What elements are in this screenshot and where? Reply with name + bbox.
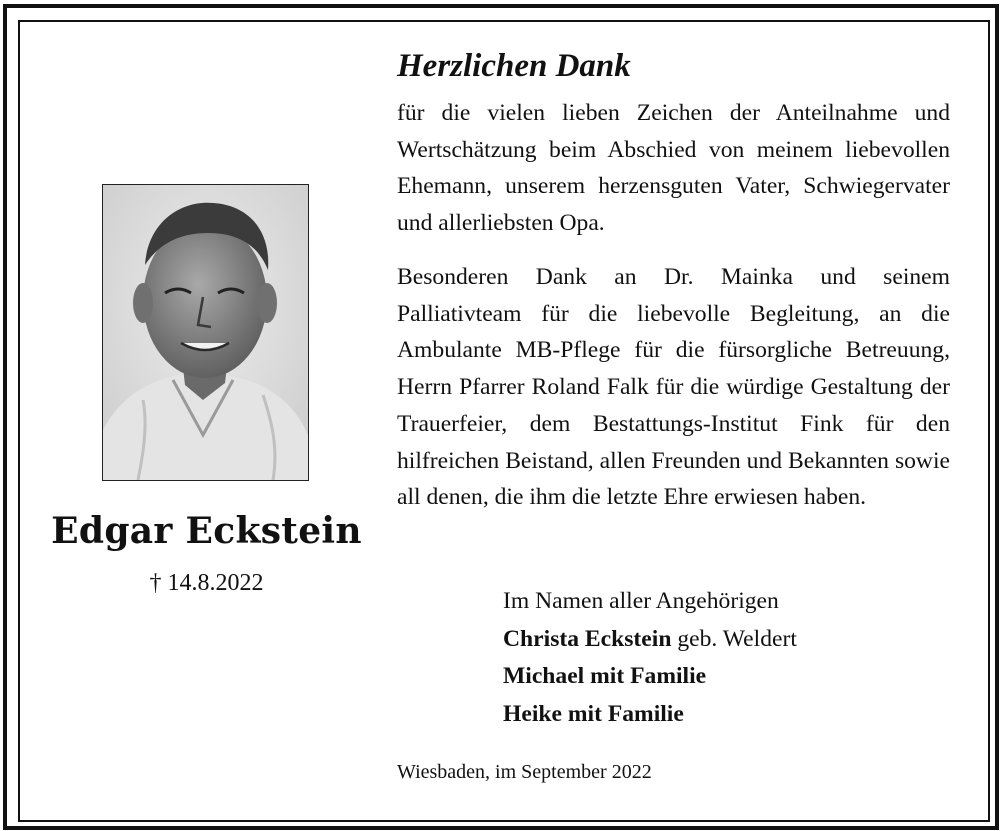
thanks-paragraph-1: für die vielen lieben Zeichen der Anteilnahme und Wertschätzung beim Abschied von meinem liebevollen Ehemann, unserem herzensguten Vater, Schwiegervater und allerliebsten Opa. bbox=[397, 100, 950, 237]
signer-2-name: Michael mit Familie bbox=[503, 663, 707, 689]
signer-1 bbox=[503, 621, 797, 659]
signature-intro: Im Namen aller Angehörigen bbox=[503, 588, 779, 614]
portrait-photo bbox=[102, 184, 309, 481]
heading: Herzlichen Dank bbox=[397, 48, 631, 84]
signer-2 bbox=[503, 658, 797, 696]
signer-3 bbox=[503, 696, 797, 734]
signer-1-suffix: geb. Weldert bbox=[671, 625, 797, 652]
deceased-name: Edgar Eckstein bbox=[51, 510, 362, 552]
thanks-paragraph-2: Besonderen Dank an Dr. Mainka und seinem Palliativteam für die liebevolle Begleitung, an die Ambulante MB-Pflege für die fürsorgliche Betreuung, Herrn Pfarrer Roland Falk für die würdige Gestaltung der Trauerfeier, dem Bestattungs-Institut Fink für den hilfreichen Beistand, allen Freunden und Bekannten sowie all denen, die ihm die letzte Ehre erwiesen haben. bbox=[397, 264, 950, 511]
place-date: Wiesbaden, im September 2022 bbox=[397, 761, 652, 783]
signer-1-name: Christa Eckstein bbox=[503, 625, 672, 652]
signer-3-name: Heike mit Familie bbox=[503, 700, 684, 727]
signature-block bbox=[503, 583, 797, 733]
death-date: † 14.8.2022 bbox=[149, 570, 264, 596]
